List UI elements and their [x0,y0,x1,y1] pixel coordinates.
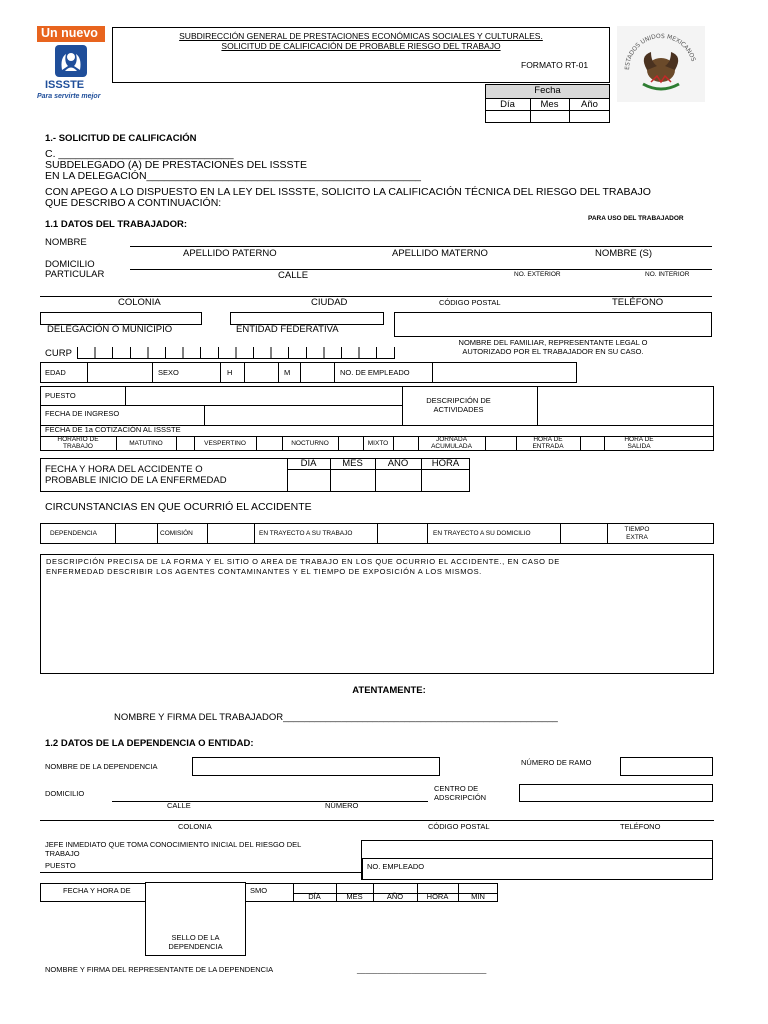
jefe-label1: JEFE INMEDIATO QUE TOMA CONOCIMIENTO INICIAL DEL RIESGO DEL [45,840,302,849]
familiar-field[interactable] [394,312,712,337]
fecha-ingreso-label: FECHA DE INGRESO [45,409,120,418]
horario-label2: TRABAJO [63,443,93,450]
curp-boxes[interactable] [77,347,395,358]
header-line1: SUBDIRECCIÓN GENERAL DE PRESTACIONES ECONÓMICAS SOCIALES Y CULTURALES. [179,31,543,41]
nocturno-label: NOCTURNO [291,440,329,447]
nombres-label: NOMBRE (S) [595,248,652,259]
dep-mismo-label: SMO [250,886,268,895]
dep-no-empleado-label: NO. EMPLEADO [367,862,425,871]
domicilio-label1: DOMICILIO [45,259,95,270]
puesto-line [40,872,361,873]
no-empleado-label: NO. DE EMPLEADO [340,368,410,377]
accidente-label1: FECHA Y HORA DEL ACCIDENTE O [45,464,203,475]
puesto-label: PUESTO [45,391,76,400]
mexico-seal-icon [617,26,705,102]
jefe-field[interactable] [361,840,713,880]
codigo-postal-label: CÓDIGO POSTAL [439,298,501,307]
fecha-anio: Año [581,99,598,110]
domicilio-label2: PARTICULAR [45,269,105,280]
sello-label2: DEPENDENCIA [168,942,223,951]
hora-salida-label2: SALIDA [627,443,651,450]
acc-mes-label: MES [342,458,363,469]
familiar-label1: NOMBRE DEL FAMILIAR, REPRESENTANTE LEGAL O [458,338,648,347]
familiar-label2: AUTORIZADO POR EL TRABAJADOR EN SU CASO. [462,347,644,356]
ciudad-label: CIUDAD [311,297,348,308]
edad-label: EDAD [45,368,66,377]
hora-entrada-label1: HORA DE [533,436,563,443]
issste-logo [37,26,109,104]
tiempo-extra-label2: EXTRA [626,534,648,541]
centro-label1: CENTRO DE [434,784,479,793]
acc-hora-label: HORA [431,458,460,469]
telefono-label: TELÉFONO [612,297,664,308]
jornada-label2: ACUMULADA [431,443,472,450]
nombre-line [130,246,712,247]
mixto-label: MIXTO [367,440,389,447]
apego-line1: CON APEGO A LO DISPUESTO EN LA LEY DEL ISSSTE, SOLICITO LA CALIFICACIÓN TÉCNICA DEL RIESGO DEL TRABAJO [45,186,651,198]
c-line: C. ______________________________ [45,148,234,160]
s1-title: 1.- SOLICITUD DE CALIFICACIÓN [45,133,197,144]
nombre-dependencia-field[interactable] [192,757,440,776]
delegacion-line: EN LA DELEGACIÓN_______________________________________________ [45,170,421,182]
dep-mes-label: MES [346,892,363,901]
firma-trabajador: NOMBRE Y FIRMA DEL TRABAJADOR____________________________________________________ [114,712,558,723]
hora-entrada-label2: ENTRADA [532,443,564,450]
firma-rep-line: _______________________________ [357,965,487,974]
descripcion-line1: DESCRIPCIÓN PRECISA DE LA FORMA Y EL SITIO O AREA DE TRABAJO EN LOS QUE OCURRIO EL ACCIDENTE., EN CASO DE [46,557,560,566]
delegacion-mun-label: DELEGACIÓN O MUNICIPIO [47,324,173,335]
dep-domicilio-line [112,801,428,802]
fecha-dia: Día [500,99,515,110]
desc-act-label2: ACTIVIDADES [433,405,484,414]
fecha-title: Fecha [534,85,561,96]
jefe-label2: TRABAJO [45,849,80,858]
comision-label: COMISIÓN [160,530,193,537]
sello-label1: SELLO DE LA [171,933,220,942]
dep-hora-label: HORA [426,892,449,901]
desc-act-label1: DESCRIPCIÓN DE [426,396,491,405]
hora-salida-label1: HORA DE [624,436,654,443]
nombre-label: NOMBRE [45,237,87,248]
m-label: M [284,368,291,377]
dep-calle-label: CALLE [167,801,191,810]
dep-colonia-line [40,820,714,821]
firma-rep-label: NOMBRE Y FIRMA DEL REPRESENTANTE DE LA DEPENDENCIA [45,965,274,974]
dep-min-label: MIN [471,892,485,901]
no-interior-label: NO. INTERIOR [645,271,690,278]
centro-label2: ADSCRIPCIÓN [434,793,487,802]
issste-emblem-icon [54,44,88,78]
dep-numero-label: NÚMERO [325,801,359,810]
acc-dia-label: DÍA [300,458,317,469]
no-exterior-label: NO. EXTERIOR [514,271,561,278]
sexo-label: SEXO [158,368,179,377]
dep-fecha-hora-label: FECHA Y HORA DE [63,886,131,895]
logo-banner-text: Un nuevo [41,26,98,40]
curp-line [77,358,395,359]
atentamente: ATENTAMENTE: [352,685,426,696]
dep-colonia-label: COLONIA [178,822,212,831]
fecha-mes: Mes [540,99,559,110]
accidente-label2: PROBABLE INICIO DE LA ENFERMEDAD [45,475,227,486]
header-line2: SOLICITUD DE CALIFICACIÓN DE PROBABLE RIESGO DEL TRABAJO [221,41,501,51]
dependencia-label: DEPENDENCIA [50,530,97,537]
dep-puesto-label: PUESTO [45,861,76,870]
h-label: H [227,368,233,377]
trayecto-trabajo-label: EN TRAYECTO A SU TRABAJO [259,530,353,537]
seal-text: ESTADOS UNIDOS MEXICANOS [623,32,697,71]
logo-name: ISSSTE [45,79,85,91]
dep-telefono-label: TELÉFONO [620,822,661,831]
domicilio-line [130,269,712,270]
puesto-block [40,386,714,426]
numero-ramo-field[interactable] [620,757,713,776]
edad-row [40,362,577,383]
formato-label: FORMATO RT-01 [521,60,589,70]
nombre-dependencia-label: NOMBRE DE LA DEPENDENCIA [45,762,158,771]
fecha-cotizacion-label: FECHA DE 1a COTIZACIÓN AL ISSSTE [45,425,181,434]
acc-anio-label: AÑO [387,458,409,469]
centro-field[interactable] [519,784,713,802]
entidad-label: ENTIDAD FEDERATIVA [236,324,339,335]
s11-title: 1.1 DATOS DEL TRABAJADOR: [45,219,187,230]
dep-anio-label: AÑO [386,892,404,901]
numero-ramo-label: NÚMERO DE RAMO [521,758,592,767]
calle-label: CALLE [278,270,309,281]
dep-domicilio-label: DOMICILIO [45,789,85,798]
para-uso-label: PARA USO DEL TRABAJADOR [588,215,684,222]
matutino-label: MATUTINO [129,440,163,447]
colonia-label: COLONIA [118,297,161,308]
ap-materno-label: APELLIDO MATERNO [392,248,488,259]
dep-dia-label: DÍA [308,892,321,901]
tiempo-extra-label1: TIEMPO [624,526,650,533]
trayecto-domicilio-label: EN TRAYECTO A SU DOMICILIO [433,530,531,537]
vespertino-label: VESPERTINO [204,440,246,447]
subdelegado: SUBDELEGADO (A) DE PRESTACIONES DEL ISSSTE [45,159,307,171]
logo-slogan: Para servirte mejor [37,93,101,100]
apego-line2: QUE DESCRIBO A CONTINUACIÓN: [45,197,222,209]
s12-title: 1.2 DATOS DE LA DEPENDENCIA O ENTIDAD: [45,738,254,749]
dep-cp-label: CÓDIGO POSTAL [428,822,490,831]
horario-label1: HORARIO DE [57,436,99,443]
curp-label: CURP [45,348,72,359]
jornada-label1: JORNADA [435,436,468,443]
circunstancias-label: CIRCUNSTANCIAS EN QUE OCURRIÓ EL ACCIDENTE [45,501,312,513]
ap-paterno-label: APELLIDO PATERNO [183,248,277,259]
descripcion-line2: ENFERMEDAD DESCRIBIR LOS AGENTES CONTAMINANTES Y EL TIEMPO DE EXPOSICIÓN A LOS MISMOS. [46,567,482,576]
